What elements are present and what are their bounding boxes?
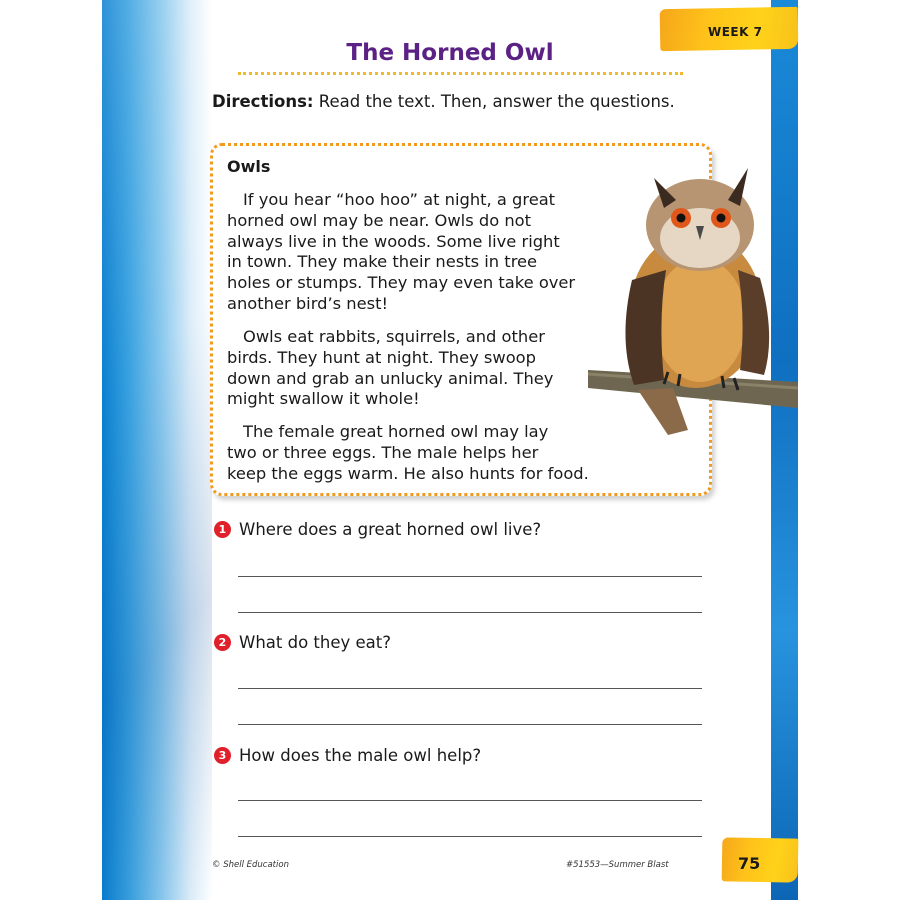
title-divider: [238, 72, 683, 75]
text-line: If you hear “hoo hoo” at night, a great: [243, 190, 556, 209]
question-1: [214, 520, 541, 539]
answer-line[interactable]: [238, 800, 702, 801]
directions: [212, 92, 675, 111]
text-line: Owls eat rabbits, squirrels, and other: [243, 327, 545, 346]
left-decorative-band: [102, 0, 212, 900]
directions-text: Read the text. Then, answer the questions.: [313, 92, 675, 111]
passage-paragraph: [227, 190, 607, 315]
text-line: keep the eggs warm. He also hunts for food.: [227, 463, 589, 483]
week-label: WEEK 7: [708, 25, 763, 39]
answer-line[interactable]: [238, 836, 702, 837]
publisher-credit: © Shell Education: [212, 860, 289, 870]
text-line: birds. They hunt at night. They swoop: [227, 347, 536, 367]
question-number-badge: 2: [214, 634, 231, 651]
text-line: another bird’s nest!: [227, 293, 389, 313]
text-line: horned owl may be near. Owls do not: [227, 210, 531, 230]
answer-line[interactable]: [238, 688, 702, 689]
page-title: The Horned Owl: [346, 40, 554, 66]
question-text: How does the male owl help?: [239, 746, 482, 765]
question-number-badge: 1: [214, 521, 231, 538]
answer-line[interactable]: [238, 724, 702, 725]
question-2: [214, 633, 391, 652]
answer-line[interactable]: [238, 576, 702, 577]
text-line: always live in the woods. Some live right: [227, 231, 560, 251]
question-3: [214, 746, 481, 765]
page-number: 75: [738, 854, 761, 873]
text-line: down and grab an unlucky animal. They: [227, 368, 554, 388]
text-line: might swallow it whole!: [227, 389, 420, 409]
text-line: in town. They make their nests in tree: [227, 252, 538, 272]
passage-heading: Owls: [227, 157, 271, 176]
product-code: #51553—Summer Blast: [566, 860, 669, 870]
question-text: What do they eat?: [239, 633, 391, 652]
owl-illustration: [588, 160, 798, 442]
question-text: Where does a great horned owl live?: [239, 520, 542, 539]
passage-paragraph: [227, 327, 607, 410]
text-line: The female great horned owl may lay: [243, 422, 549, 441]
question-number-badge: 3: [214, 747, 231, 764]
text-line: holes or stumps. They may even take over: [227, 273, 576, 293]
right-decorative-band: [771, 0, 798, 900]
text-line: two or three eggs. The male helps her: [227, 442, 539, 462]
passage-paragraph: [227, 422, 607, 484]
answer-line[interactable]: [238, 612, 702, 613]
directions-label: Directions:: [212, 92, 314, 111]
